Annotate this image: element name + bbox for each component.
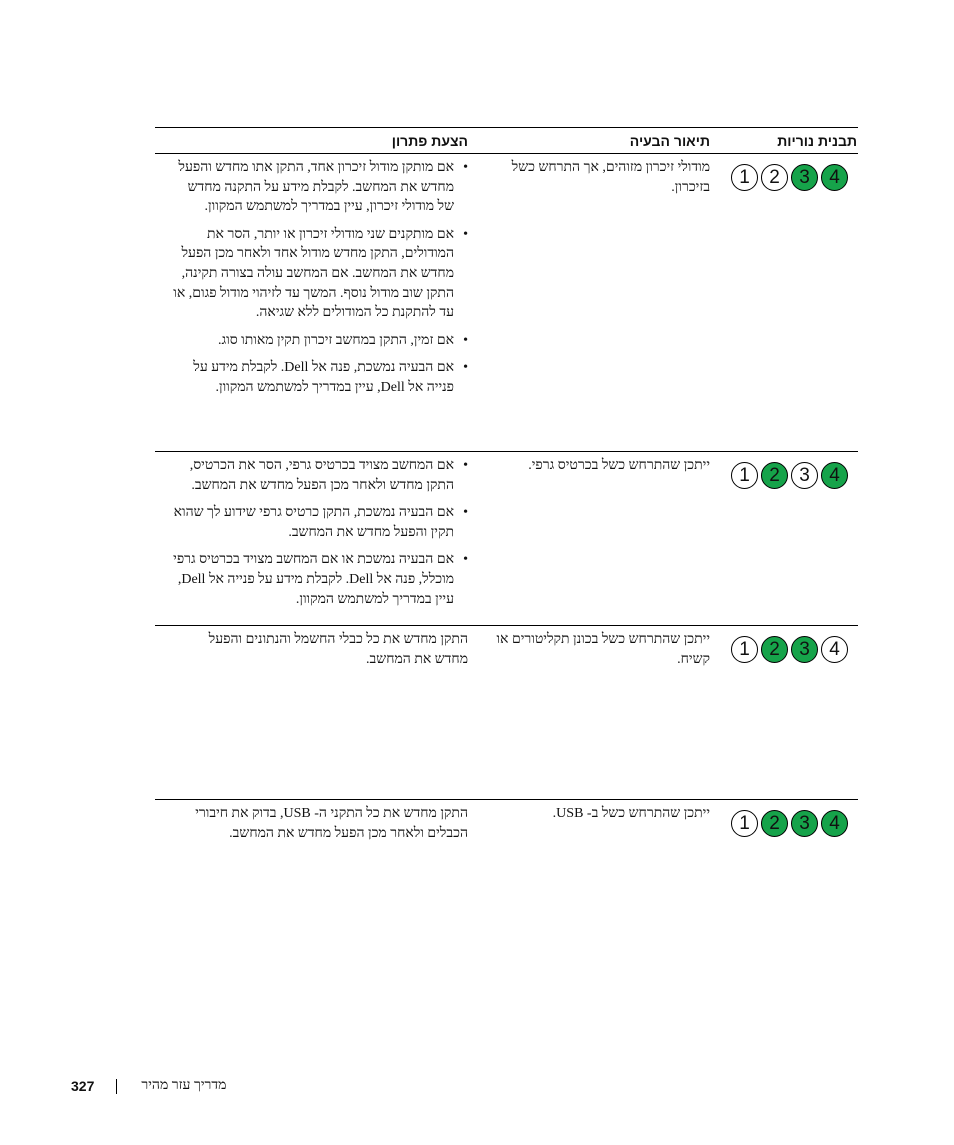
footer-separator xyxy=(116,1079,117,1094)
led-3-indicator: 3 xyxy=(791,164,818,191)
solution-bullet: • אם זמין, התקן במחשב זיכרון תקין מאותו סוג. xyxy=(172,331,468,351)
page-footer xyxy=(71,1078,226,1094)
led-pattern xyxy=(731,636,848,663)
solution-bullet: • אם הבעיה נמשכת, פנה אל Dell. לקבלת מידע על פנייה אל Dell, עיין במדריך למשתמש המקוון. xyxy=(172,358,468,397)
page-number: 327 xyxy=(71,1078,95,1094)
led-1-indicator: 1 xyxy=(731,164,758,191)
led-pattern xyxy=(731,164,848,191)
problem-description: ייתכן שהתרחש כשל בכונן תקליטורים או קשיח. xyxy=(496,632,710,667)
led-pattern xyxy=(731,810,848,837)
led-1-indicator: 1 xyxy=(731,636,758,663)
led-2-indicator: 2 xyxy=(761,810,788,837)
led-3-indicator: 3 xyxy=(791,636,818,663)
led-2-indicator: 2 xyxy=(761,462,788,489)
solution-bullet: • אם הבעיה נמשכת, התקן כרטיס גרפי שידוע לך שהוא תקין והפעל מחדש את המחשב. xyxy=(172,503,468,542)
led-4-indicator: 4 xyxy=(821,164,848,191)
footer-title: מדריך עזר מהיר xyxy=(141,1078,227,1093)
header-description: תיאור הבעיה xyxy=(629,133,710,149)
row-divider xyxy=(155,799,858,800)
solution-text: התקן מחדש את כל התקני ה- USB, בדוק את חיבורי הכבלים ולאחר מכן הפעל מחדש את המחשב. xyxy=(195,806,468,841)
led-3-indicator: 3 xyxy=(791,810,818,837)
solution-bullet: • אם מותקנים שני מודולי זיכרון או יותר, הסר את המודולים, התקן מחדש מודול אחד ולאחר מכן הפעל מחדש את המחשב. אם המחשב עולה בצורה תקינה, התקן שוב מודול נוסף. המשך עד לזיהוי מודול פגום, או עד להתקנת כל המודולים ללא שגיאה. xyxy=(172,225,468,323)
problem-description: ייתכן שהתרחש כשל ב- USB. xyxy=(552,806,710,821)
table-top-rule xyxy=(155,127,858,128)
led-2-indicator: 2 xyxy=(761,636,788,663)
row-divider xyxy=(155,451,858,452)
header-solution: הצעת פתרון xyxy=(391,133,468,149)
solution-bullet: • אם הבעיה נמשכת או אם המחשב מצויד בכרטיס גרפי מוכלל, פנה אל Dell. לקבלת מידע על פנייה אל Dell, עיין במדריך למשתמש המקוון. xyxy=(172,550,468,609)
led-4-indicator: 4 xyxy=(821,636,848,663)
header-pattern: תבנית נוריות xyxy=(777,133,857,149)
solution-bullet: • אם מותקן מודול זיכרון אחד, התקן אתו מחדש והפעל מחדש את המחשב. לקבלת מידע על התקנה מחדש של מודולי זיכרון, עיין במדריך למשתמש המקוון. xyxy=(172,158,468,217)
problem-description: ייתכן שהתרחש כשל בכרטיס גרפי. xyxy=(528,458,710,473)
led-4-indicator: 4 xyxy=(821,462,848,489)
led-1-indicator: 1 xyxy=(731,810,758,837)
solution-text: התקן מחדש את כל כבלי החשמל והנתונים והפעל מחדש את המחשב. xyxy=(208,632,468,667)
solution-bullet: • אם המחשב מצויד בכרטיס גרפי, הסר את הכרטיס, התקן מחדש ולאחר מכן הפעל מחדש את המחשב. xyxy=(172,456,468,495)
led-2-indicator: 2 xyxy=(761,164,788,191)
problem-description: מודולי זיכרון מזוהים, אך התרחש כשל בזיכרון. xyxy=(511,160,710,195)
solution-list xyxy=(172,456,468,609)
solution-list xyxy=(172,158,468,398)
table-header-rule xyxy=(155,153,858,154)
row-divider xyxy=(155,625,858,626)
led-3-indicator: 3 xyxy=(791,462,818,489)
led-1-indicator: 1 xyxy=(731,462,758,489)
led-4-indicator: 4 xyxy=(821,810,848,837)
led-pattern xyxy=(731,462,848,489)
